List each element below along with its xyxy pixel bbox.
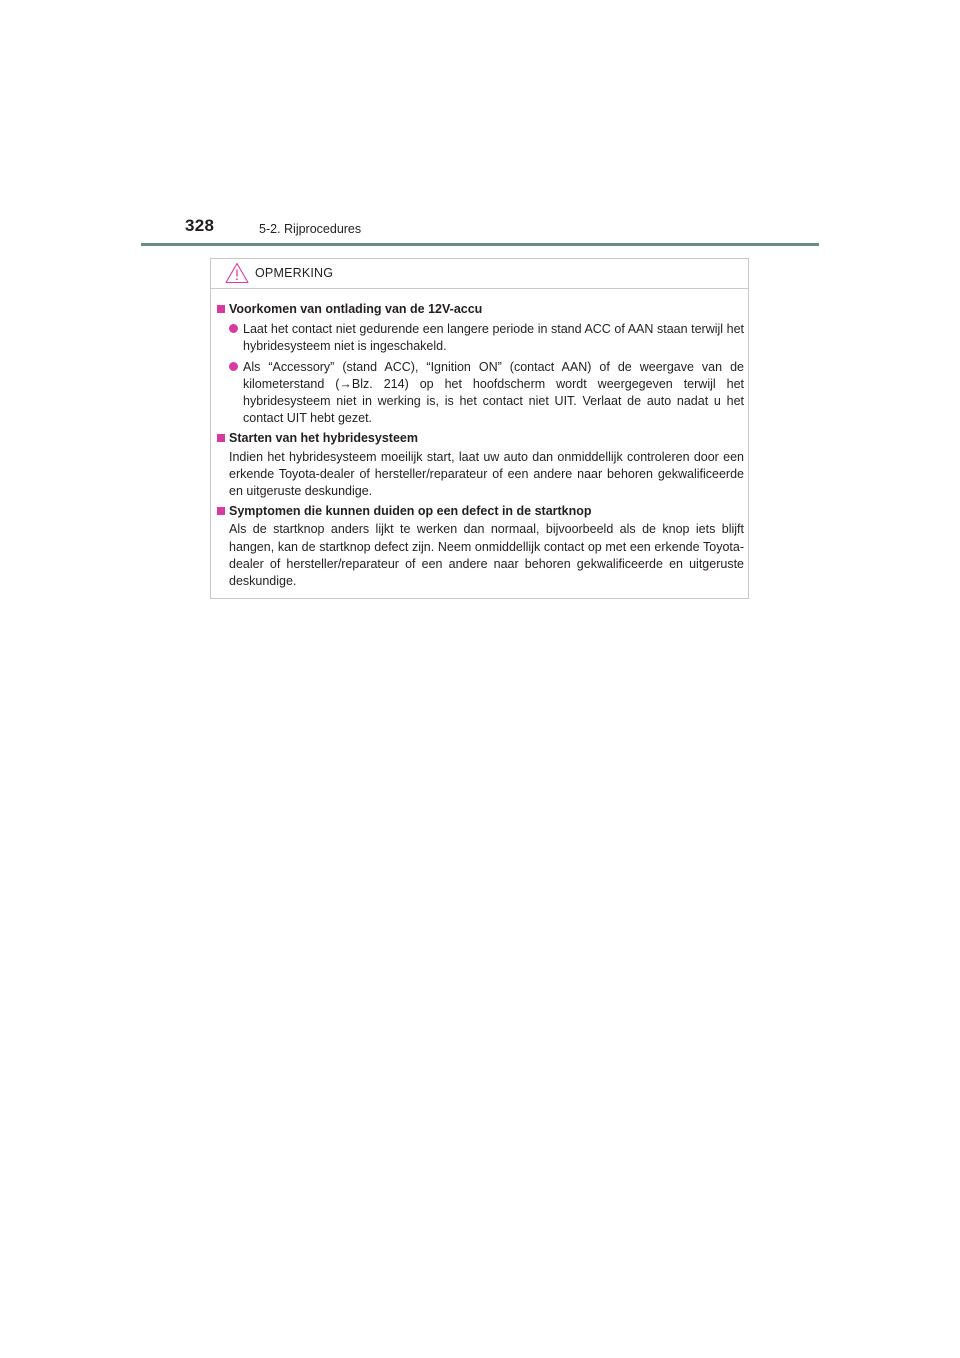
- page-number: 328: [185, 216, 215, 235]
- notice-body: [217, 301, 744, 590]
- header-rule: [141, 243, 819, 246]
- list-item: [217, 321, 744, 355]
- section-heading-text: Symptomen die kunnen duiden op een defect in de startknop: [229, 504, 592, 519]
- section-heading-text: Voorkomen van ontlading van de 12V-accu: [229, 302, 483, 316]
- section-title: 5-2. Rijprocedures: [259, 222, 362, 236]
- warning-triangle-icon: [225, 262, 249, 284]
- square-bullet-icon: [217, 434, 225, 442]
- square-bullet-icon: [217, 507, 225, 515]
- list-item-text: Laat het contact niet gedurende een langere periode in stand ACC of AAN staan terwijl het hybridesysteem niet is ingeschakeld.: [243, 322, 744, 354]
- section-heading: [217, 503, 744, 520]
- section-heading-text: Starten van het hybridesysteem: [229, 431, 418, 446]
- square-bullet-icon: [217, 305, 225, 313]
- notice-title: OPMERKING: [255, 266, 334, 280]
- notice-box: [210, 258, 749, 599]
- round-bullet-icon: [229, 362, 238, 371]
- section-paragraph: Als de startknop anders lijkt te werken dan normaal, bijvoorbeeld als de knop iets blijft hangen, kan de startknop defect zijn. Neem onmiddellijk contact op met een erkende Toyota-dealer of hersteller/reparateur of een andere naar behoren gekwalificeerde en uitgeruste deskundige.: [229, 522, 744, 589]
- list-item-text-after: Blz. 214) op het hoofdscherm wordt weergegeven terwijl het hybridesysteem niet in werking is, is het contact niet UIT. Verlaat de auto nadat u het contact UIT hebt gezet.: [243, 376, 744, 426]
- list-item: [217, 359, 744, 428]
- section-paragraph: Indien het hybridesysteem moeilijk start, laat uw auto dan onmiddellijk controleren door een erkende Toyota-dealer of hersteller/reparateur of een andere naar behoren gekwalificeerde en uitgeruste deskundige.: [229, 449, 744, 499]
- section-heading: [217, 301, 744, 318]
- list-item-text-before: Als “Accessory” (stand ACC), “Ignition ON” (contact AAN) of de weergave van de kilometerstand (: [243, 359, 744, 391]
- notice-header: [211, 259, 748, 289]
- section-heading: [217, 430, 744, 447]
- page-reference-arrow-icon: →: [339, 376, 352, 391]
- round-bullet-icon: [229, 324, 238, 333]
